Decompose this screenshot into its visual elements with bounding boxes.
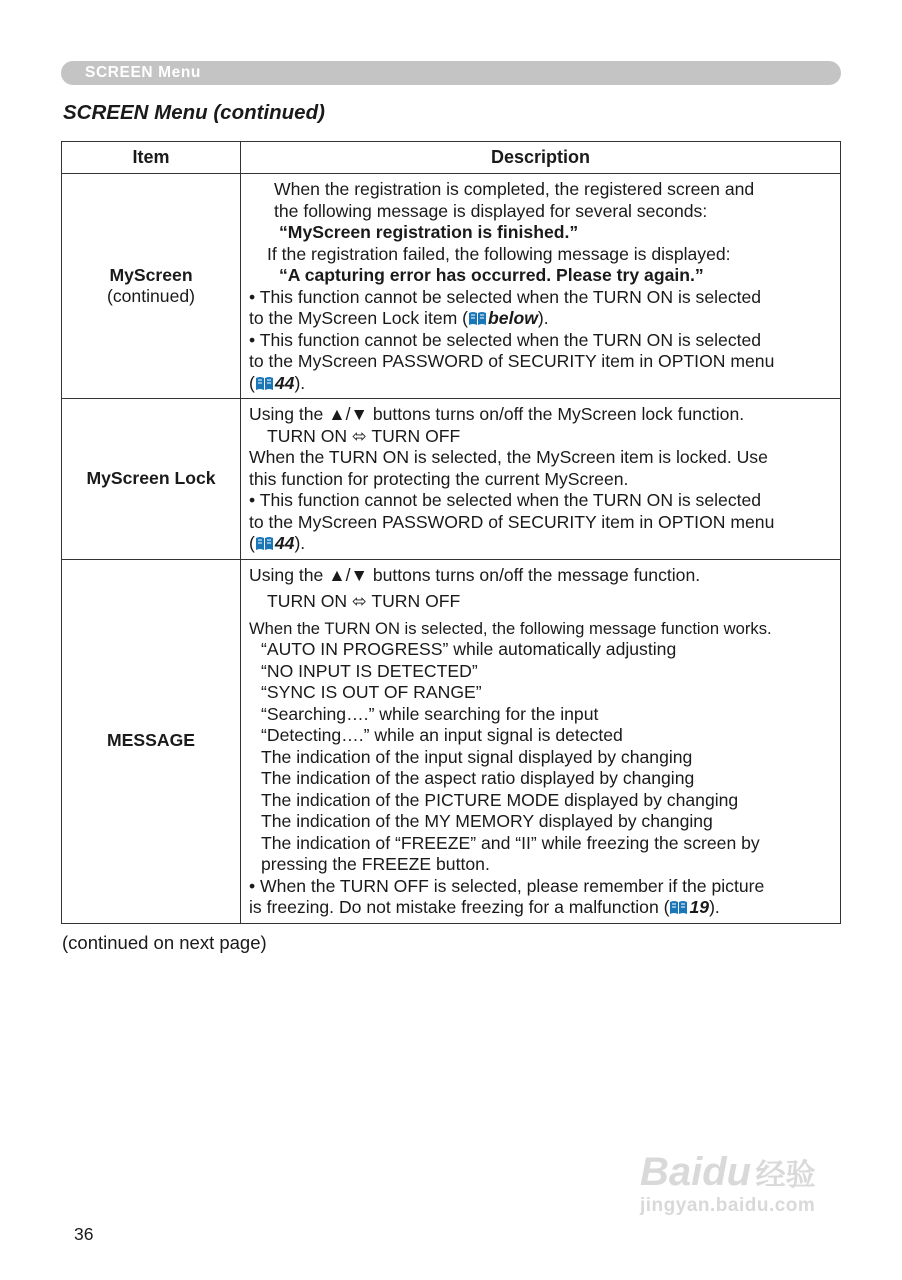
- watermark-url: jingyan.baidu.com: [640, 1195, 816, 1216]
- text-run: to the MyScreen PASSWORD of SECURITY item in OPTION menu: [249, 351, 775, 371]
- description-line: [249, 639, 832, 661]
- text-run: this function for protecting the current MyScreen.: [249, 468, 629, 489]
- menu-table: [61, 141, 841, 924]
- description-line: [249, 747, 832, 769]
- page-reference-link[interactable]: [468, 308, 538, 328]
- description-line: [249, 330, 832, 352]
- header-item: Item: [62, 142, 241, 174]
- description-line: [249, 618, 832, 640]
- page-title: SCREEN Menu (continued): [63, 101, 325, 124]
- text-run: The indication of the aspect ratio displayed by changing: [261, 768, 695, 788]
- page-reference-link[interactable]: [669, 897, 709, 917]
- description-line: [249, 490, 832, 512]
- description-line: [249, 222, 832, 244]
- text-run: • This function cannot be selected when the TURN ON is selected: [249, 490, 762, 510]
- description-line: [249, 704, 832, 726]
- section-label: SCREEN Menu: [85, 64, 201, 81]
- text-run: “SYNC IS OUT OF RANGE”: [261, 682, 482, 702]
- text-run: When the registration is completed, the registered screen and: [274, 179, 755, 199]
- text-run: ).: [294, 533, 306, 553]
- text-run: • This function cannot be selected when the TURN ON is selected: [249, 286, 762, 307]
- description-line: [249, 287, 832, 309]
- text-run: The indication of the PICTURE MODE displayed by changing: [261, 789, 739, 810]
- page-reference-link[interactable]: [255, 533, 295, 553]
- text-run: ).: [537, 308, 549, 328]
- description-line: [249, 201, 832, 223]
- book-icon: [669, 899, 688, 914]
- text-run: • When the TURN OFF is selected, please remember if the picture: [249, 875, 765, 896]
- text-run: “Detecting….” while an input signal is detected: [261, 725, 623, 745]
- text-run: “NO INPUT IS DETECTED”: [261, 660, 478, 681]
- text-run: “AUTO IN PROGRESS” while automatically adjusting: [261, 639, 677, 659]
- text-run: “MyScreen registration is finished.”: [279, 222, 579, 242]
- text-run: When the TURN ON is selected, the following message function works.: [249, 618, 772, 638]
- description-cell: [241, 399, 841, 560]
- text-run: TURN ON ⬄ TURN OFF: [267, 425, 461, 446]
- item-subtitle: (continued): [106, 286, 196, 306]
- description-line: [249, 533, 832, 555]
- description-line: [249, 725, 832, 747]
- description-line: [249, 512, 832, 534]
- description-line: [249, 897, 832, 919]
- item-cell: [62, 559, 241, 923]
- description-line: [249, 469, 832, 491]
- description-line: [249, 565, 832, 587]
- description-line: [249, 661, 832, 683]
- description-line: [249, 854, 832, 876]
- book-icon: [255, 375, 274, 390]
- text-run: (: [249, 533, 255, 553]
- description-line: [249, 308, 832, 330]
- page-reference-link[interactable]: [255, 373, 295, 393]
- book-icon: [255, 535, 274, 550]
- book-icon: [468, 310, 487, 325]
- description-line: [249, 768, 832, 790]
- text-run: pressing the FREEZE button.: [261, 854, 490, 874]
- description-line: [249, 811, 832, 833]
- text-run: TURN ON ⬄ TURN OFF: [267, 591, 461, 611]
- description-line: [249, 373, 832, 395]
- description-line: [249, 833, 832, 855]
- description-line: [249, 876, 832, 898]
- continued-note: (continued on next page): [62, 932, 267, 953]
- reference-text: below: [488, 308, 538, 328]
- text-run: ).: [709, 897, 720, 917]
- text-run: The indication of the input signal displayed by changing: [261, 746, 693, 767]
- text-run: Using the ▲/▼ buttons turns on/off the MyScreen lock function.: [249, 404, 745, 424]
- item-name: MyScreen Lock: [86, 468, 216, 488]
- text-run: “A capturing error has occurred. Please try again.”: [279, 265, 704, 285]
- item-name: MESSAGE: [107, 730, 195, 751]
- text-run: • This function cannot be selected when the TURN ON is selected: [249, 329, 762, 350]
- text-run: The indication of the MY MEMORY displayed by changing: [261, 811, 713, 831]
- table-row: [62, 174, 841, 399]
- reference-text: 44: [274, 533, 295, 553]
- description-cell: [241, 559, 841, 923]
- text-run: The indication of “FREEZE” and “II” while freezing the screen by: [261, 832, 760, 853]
- description-line: [249, 179, 832, 201]
- description-line: [249, 447, 832, 469]
- header-description: Description: [241, 142, 841, 174]
- item-cell: [62, 399, 241, 560]
- text-run: Using the ▲/▼ buttons turns on/off the message function.: [249, 564, 701, 585]
- item-name: MyScreen: [109, 264, 193, 285]
- page-number: 36: [74, 1224, 94, 1244]
- text-run: to the MyScreen Lock item (: [249, 308, 469, 328]
- section-band: [61, 61, 841, 85]
- item-cell: [62, 174, 241, 399]
- text-run: the following message is displayed for several seconds:: [274, 200, 708, 221]
- description-line: [249, 591, 832, 613]
- description-cell: [241, 174, 841, 399]
- text-run: If the registration failed, the following message is displayed:: [267, 243, 731, 264]
- description-line: [249, 404, 832, 426]
- description-line: [249, 244, 832, 266]
- text-run: “Searching….” while searching for the input: [261, 703, 599, 724]
- table-row: [62, 399, 841, 560]
- description-line: [249, 265, 832, 287]
- text-run: is freezing. Do not mistake freezing for a malfunction (: [249, 897, 670, 917]
- reference-text: 44: [274, 372, 295, 393]
- description-line: [249, 351, 832, 373]
- text-run: ).: [294, 372, 306, 393]
- text-run: When the TURN ON is selected, the MyScreen item is locked. Use: [249, 447, 768, 467]
- description-line: [249, 682, 832, 704]
- watermark-logo: Baidu 经验 jingyan.baidu.com: [640, 1150, 816, 1216]
- description-line: [249, 790, 832, 812]
- description-line: [249, 426, 832, 448]
- text-run: (: [249, 372, 255, 393]
- table-row: [62, 559, 841, 923]
- table-header-row: [62, 142, 841, 174]
- reference-text: 19: [689, 897, 710, 917]
- text-run: to the MyScreen PASSWORD of SECURITY item in OPTION menu: [249, 511, 775, 532]
